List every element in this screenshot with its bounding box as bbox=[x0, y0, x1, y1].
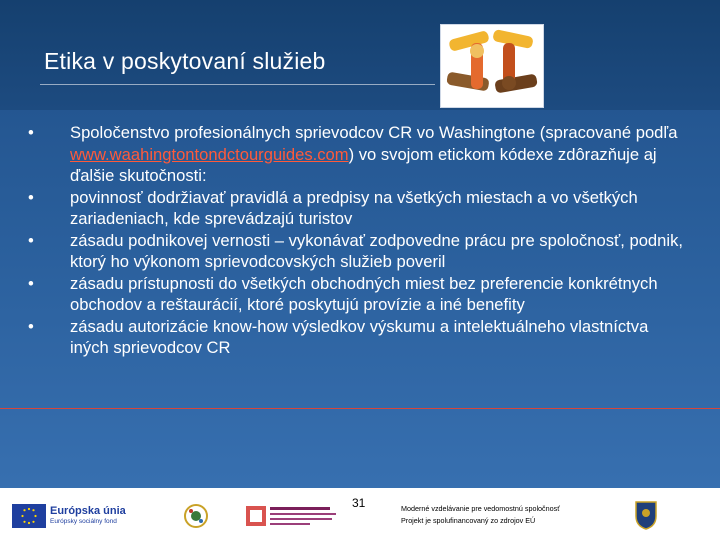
bullet-dot: • bbox=[28, 230, 34, 250]
bullet-dot: • bbox=[28, 273, 34, 293]
partner-logo-1 bbox=[182, 502, 210, 530]
eu-logo bbox=[12, 504, 134, 528]
bullet-text-after: ) vo svojom etickom kódexe zdôrazňuje aj ďalšie skutočnosti: bbox=[70, 144, 657, 185]
slide-title: Etika v poskytovaní služieb bbox=[44, 48, 326, 74]
list-item bbox=[26, 187, 686, 230]
page-number: 31 bbox=[352, 496, 366, 510]
list-item bbox=[26, 230, 686, 273]
footer-bar bbox=[0, 488, 720, 540]
separator-line bbox=[0, 408, 720, 409]
bullet-dot: • bbox=[28, 316, 34, 336]
bullet-text: zásadu prístupnosti do všetkých obchodných miest bez preferencie konkrétnych obchodov a reštaurácií, ktoré poskytujú provízie a iné benefity bbox=[70, 273, 658, 314]
eu-title: Európska únia bbox=[50, 505, 126, 517]
bullet-list bbox=[26, 122, 686, 359]
eu-flag-icon bbox=[12, 504, 46, 528]
list-item bbox=[26, 122, 686, 187]
list-item bbox=[26, 273, 686, 316]
hands-teamwork-logo bbox=[440, 24, 544, 108]
university-crest-icon bbox=[634, 500, 658, 530]
list-item bbox=[26, 316, 686, 359]
eu-subtitle: Európsky sociálny fond bbox=[50, 518, 117, 525]
bullet-text-before: Spoločenstvo profesionálnych sprievodcov CR vo Washingtone (spracované podľa bbox=[70, 123, 678, 142]
hands-icon bbox=[441, 25, 545, 109]
project-line-2: Projekt je spolufinancovaný zo zdrojov EÚ bbox=[401, 516, 536, 525]
bullet-dot: • bbox=[28, 187, 34, 207]
guides-link[interactable]: www.waahingtontondctourguides.com bbox=[70, 144, 349, 164]
bullet-text: zásadu autorizácie know-how výsledkov výskumu a intelektuálneho vlastníctva iných sprievodcov CR bbox=[70, 316, 649, 357]
bullet-text: zásadu podnikovej vernosti – vykonávať zodpovedne prácu pre spoločnosť, podnik, ktorý ho výkonom sprievodcovských služieb poveril bbox=[70, 230, 683, 271]
partner-logo-2 bbox=[246, 502, 338, 530]
project-line-1: Moderné vzdelávanie pre vedomostnú spoločnosť bbox=[401, 504, 560, 513]
title-underline bbox=[40, 84, 435, 85]
bullet-text: povinnosť dodržiavať pravidlá a predpisy na všetkých miestach a vo všetkých zariadeniach, kde sprevádzajú turistov bbox=[70, 187, 638, 228]
bullet-dot: • bbox=[28, 123, 34, 142]
bullet-text bbox=[70, 122, 686, 187]
